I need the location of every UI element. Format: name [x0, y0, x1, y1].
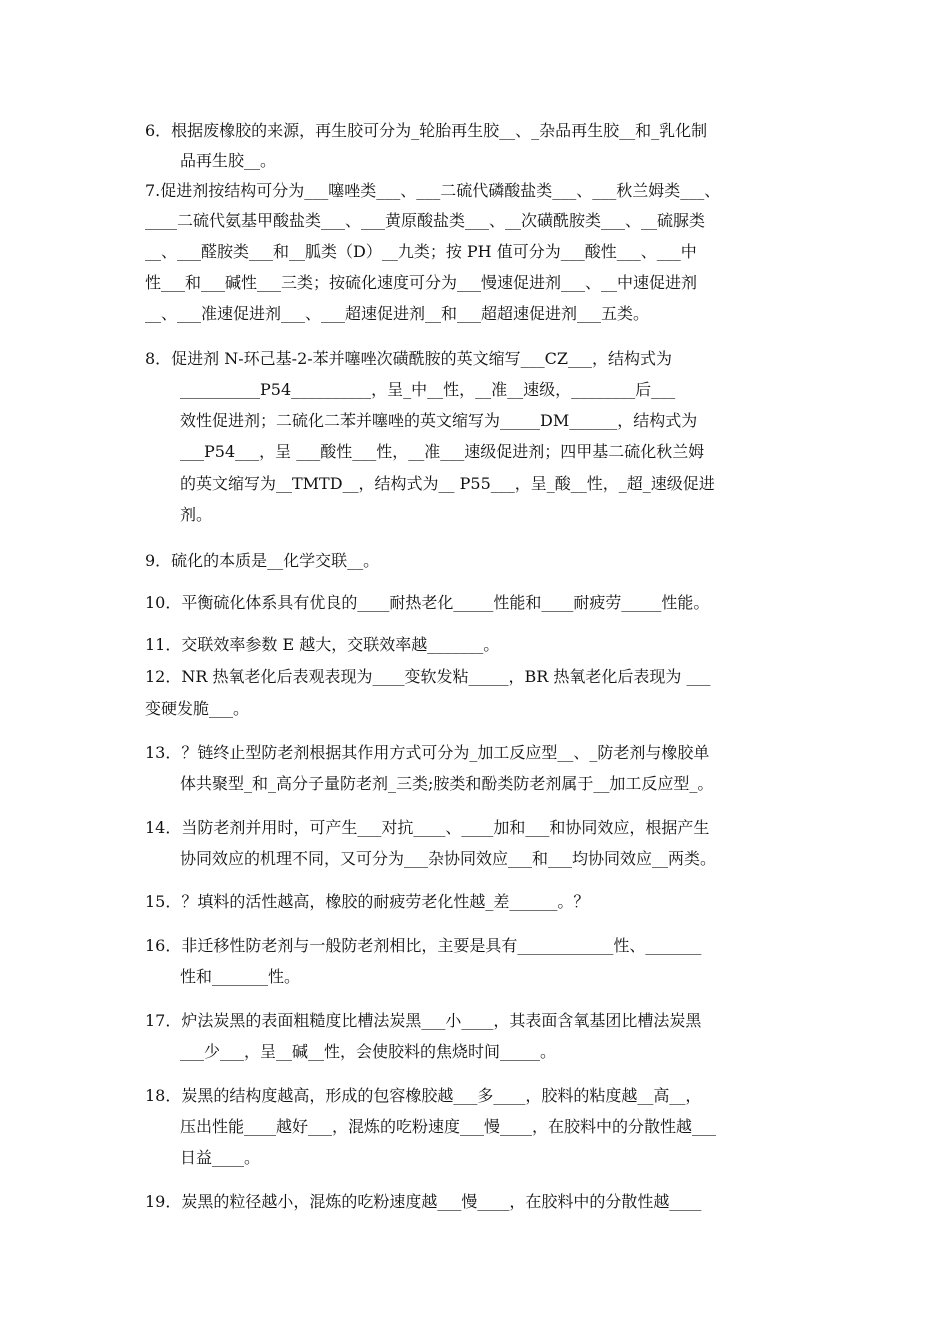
q11-line: 11．交联效率参数 E 越大，交联效率越_______。: [145, 635, 500, 654]
q12-line-2: 变硬发脆___。: [145, 699, 250, 718]
q7-line-5: __、___准速促进剂___、___超速促进剂__和___超超速促进剂___五类。: [145, 304, 650, 323]
q7-line-4: 性___和___碱性___三类；按硫化速度可分为___慢速促进剂___、__中速促进剂: [145, 273, 698, 292]
q18-line-2: 压出性能____越好___，混炼的吃粉速度___慢____，在胶料中的分散性越___: [180, 1117, 717, 1136]
q7-line-1: 7.促进剂按结构可分为___噻唑类___、___二硫代磷酸盐类___、___秋兰姆类___、: [145, 181, 721, 200]
q15-line: 15．？填料的活性越高，橡胶的耐疲劳老化性越_差______。？: [145, 892, 590, 911]
q19-line: 19．炭黑的粒径越小，混炼的吃粉速度越___慢____，在胶料中的分散性越____: [145, 1192, 702, 1211]
q6-line-2: 品再生胶__。: [180, 151, 277, 170]
q12-line-1: 12．NR 热氧老化后表观表现为____变软发粘_____，BR 热氧老化后表现为 ___: [145, 667, 711, 686]
q14-line-2: 协同效应的机理不同，又可分为___杂协同效应___和___均协同效应__两类。: [180, 849, 717, 868]
q17-line-1: 17．炉法炭黑的表面粗糙度比槽法炭黑___小____，其表面含氧基团比槽法炭黑: [145, 1011, 702, 1030]
q17-line-2: ___少___，呈__碱__性，会使胶料的焦烧时间_____。: [180, 1042, 557, 1061]
q10-line: 10．平衡硫化体系具有优良的____耐热老化_____性能和____耐疲劳_____性能。: [145, 593, 710, 612]
q18-line-3: 日益____。: [180, 1148, 261, 1167]
q8-line-2: __________P54__________，呈_中__性，__准__速级，________后___: [180, 380, 676, 399]
q13-line-2: 体共聚型_和_高分子量防老剂_三类;胺类和酚类防老剂属于__加工反应型_。: [180, 774, 714, 793]
q16-line-1: 16．非迁移性防老剂与一般防老剂相比，主要是具有____________性、_______: [145, 936, 702, 955]
q6-line-1: 6．根据废橡胶的来源，再生胶可分为_轮胎再生胶__、_杂品再生胶__和_乳化制: [145, 121, 708, 140]
q7-line-2: ____二硫代氨基甲酸盐类___、___黄原酸盐类___、__次磺酰胺类___、__硫脲类: [145, 211, 706, 230]
q8-line-3: 效性促进剂；二硫化二苯并噻唑的英文缩写为_____DM______，结构式为: [180, 411, 698, 430]
q13-line-1: 13．？链终止型防老剂根据其作用方式可分为_加工反应型__、_防老剂与橡胶单: [145, 743, 710, 762]
q14-line-1: 14．当防老剂并用时，可产生___对抗____、____加和___和协同效应，根据产生: [145, 818, 710, 837]
q8-line-4: ___P54___，呈 ___酸性___性，__准___速级促进剂；四甲基二硫化秋兰姆: [180, 442, 705, 461]
q16-line-2: 性和_______性。: [180, 967, 301, 986]
q8-line-1: 8．促进剂 N-环己基-2-苯并噻唑次磺酰胺的英文缩写___CZ___，结构式为: [145, 349, 673, 368]
q8-line-5: 的英文缩写为__TMTD__，结构式为__ P55___，呈_酸__性，_超_速级促进: [180, 474, 715, 493]
q7-line-3: __、___醛胺类___和__胍类（D）__九类；按 PH 值可分为___酸性___、___中: [145, 242, 697, 261]
q9-line: 9．硫化的本质是__化学交联__。: [145, 551, 380, 570]
q8-line-6: 剂。: [180, 505, 213, 524]
q18-line-1: 18．炭黑的结构度越高，形成的包容橡胶越___多____，胶料的粘度越__高__，: [145, 1086, 702, 1105]
